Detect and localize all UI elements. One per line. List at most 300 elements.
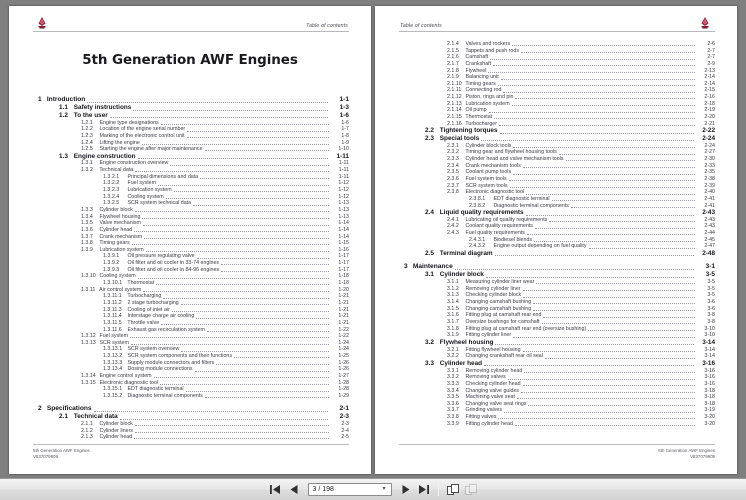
toc-leader-dots bbox=[234, 357, 329, 358]
two-page-spread bbox=[9, 6, 737, 474]
toc-entry-page: 2-7 bbox=[707, 47, 715, 54]
toc-leader-dots bbox=[509, 180, 695, 181]
toc-entry[interactable] bbox=[33, 127, 349, 132]
toc-entry-page: 1-18 bbox=[338, 280, 349, 287]
single-page-view-icon bbox=[465, 484, 477, 495]
toc-entry[interactable] bbox=[399, 300, 715, 305]
toc-leader-dots bbox=[110, 117, 328, 118]
toc-entry-title: SCR system components and their functions bbox=[126, 353, 232, 360]
toc-entry-page: 3-16 bbox=[704, 374, 715, 381]
toc-entry[interactable] bbox=[33, 113, 349, 119]
toc-entry-title: SCR system overview bbox=[126, 346, 180, 353]
toc-entry[interactable] bbox=[399, 82, 715, 87]
toc-entry[interactable] bbox=[33, 374, 349, 379]
toc-entry[interactable] bbox=[399, 55, 715, 60]
toc-entry[interactable] bbox=[33, 414, 349, 420]
toc-leader-dots bbox=[142, 218, 328, 219]
toc-entry-label bbox=[447, 184, 508, 189]
toc-leader-dots bbox=[545, 358, 695, 359]
first-page-icon bbox=[270, 485, 281, 494]
toc-leader-dots bbox=[481, 140, 693, 141]
toc-entry-title: Cooling of inlet air bbox=[126, 306, 170, 313]
toc-entry[interactable] bbox=[399, 395, 715, 400]
toc-entry-label bbox=[447, 157, 564, 162]
toc-entry-number: 3.3.6 bbox=[447, 400, 459, 407]
toc-entry[interactable] bbox=[399, 102, 715, 107]
toc-entry[interactable] bbox=[399, 340, 715, 346]
toc-entry-number: 2.1.9 bbox=[447, 74, 459, 81]
first-page-button[interactable] bbox=[269, 482, 283, 498]
toc-entry-page: 2-35 bbox=[704, 169, 715, 176]
toc-entry-number: 3.1.3 bbox=[447, 292, 459, 299]
toc-entry[interactable] bbox=[33, 134, 349, 139]
toc-entry-number: 1.2.4 bbox=[81, 139, 93, 146]
toc-entry-label bbox=[447, 108, 487, 113]
toc-entry-label bbox=[447, 115, 492, 120]
toc-leader-dots bbox=[533, 310, 694, 311]
toc-leader-dots bbox=[134, 438, 328, 439]
toc-entry-page: 1-6 bbox=[341, 119, 349, 126]
toc-leader-dots bbox=[504, 412, 695, 413]
toc-leader-dots bbox=[493, 65, 694, 66]
toc-entry[interactable] bbox=[33, 387, 349, 392]
toc-entry-number: 1.3.15.2 bbox=[103, 392, 123, 399]
toc-entry-title: Valve mechanism bbox=[98, 220, 141, 227]
toc-leader-dots bbox=[566, 160, 695, 161]
toc-entry-number: 3.2 bbox=[425, 338, 434, 346]
toc-leader-dots bbox=[542, 323, 695, 324]
toc-entry[interactable] bbox=[33, 354, 349, 359]
toc-entry-title: Cylinder block tools bbox=[464, 142, 512, 149]
toc-entry-number: 2.1.13 bbox=[447, 100, 462, 107]
toc-entry[interactable] bbox=[399, 88, 715, 93]
toc-entry-page: 3-16 bbox=[704, 380, 715, 387]
toc-entry-number: 2 bbox=[38, 405, 42, 413]
toc-entry-page: 1-14 bbox=[338, 220, 349, 227]
toc-entry-number: 2.1.14 bbox=[447, 107, 462, 114]
toc-entry[interactable] bbox=[399, 197, 715, 202]
toc-leader-dots bbox=[160, 384, 328, 385]
toc-entry-title: Camshaft bbox=[464, 54, 489, 61]
toc-leader-dots bbox=[552, 200, 695, 201]
toc-entry[interactable] bbox=[399, 408, 715, 413]
toc-entry[interactable] bbox=[33, 97, 349, 104]
toc-entry[interactable] bbox=[33, 261, 349, 266]
toc-entry[interactable] bbox=[33, 168, 349, 173]
toc-entry[interactable] bbox=[33, 294, 349, 299]
toc-leader-dots bbox=[197, 258, 329, 259]
toc-entry-page: 1-21 bbox=[338, 299, 349, 306]
single-page-view-button[interactable] bbox=[464, 482, 478, 498]
toc-entry[interactable] bbox=[399, 389, 715, 394]
toc-entry[interactable] bbox=[33, 235, 349, 240]
toc-entry-title: Maintenance bbox=[411, 263, 453, 271]
toc-entry-page: 3-1 bbox=[705, 263, 715, 271]
toc-entry-number: 1.3.10.1 bbox=[103, 280, 123, 287]
toc-entry-label bbox=[447, 102, 510, 107]
toc-entry-label bbox=[447, 177, 507, 182]
toc-entry[interactable] bbox=[399, 150, 715, 155]
toc-entry-page: 3-18 bbox=[704, 387, 715, 394]
toc-leader-dots bbox=[559, 154, 695, 155]
toc-entry[interactable] bbox=[399, 231, 715, 236]
toc-leader-dots bbox=[512, 105, 695, 106]
toc-entry-title: Connecting rod bbox=[464, 87, 502, 94]
previous-page-icon bbox=[290, 485, 298, 494]
toc-entry[interactable] bbox=[399, 333, 715, 338]
toc-entry[interactable] bbox=[33, 422, 349, 427]
toc-entry[interactable] bbox=[399, 320, 715, 325]
toc-entry-title: Changing crankshaft rear oil seal bbox=[464, 353, 543, 360]
toc-entry[interactable] bbox=[33, 161, 349, 166]
toc-entry-page: 3-5 bbox=[705, 271, 715, 279]
toc-entry-label bbox=[447, 293, 521, 298]
toc-entry[interactable] bbox=[399, 327, 715, 332]
toc-entry-number: 2.3.1 bbox=[447, 142, 459, 149]
toc-entry[interactable] bbox=[33, 394, 349, 399]
toc-entry[interactable] bbox=[33, 105, 349, 111]
toc-entry-label bbox=[103, 188, 172, 193]
toc-entry-label bbox=[81, 215, 140, 220]
toc-entry-label bbox=[447, 49, 519, 54]
toc-entry[interactable] bbox=[399, 177, 715, 182]
toc-entry-page: 2-7 bbox=[707, 54, 715, 61]
toc-entry-title: Grinding valves bbox=[464, 407, 502, 414]
toc-entry-label bbox=[447, 327, 586, 332]
toc-entry[interactable] bbox=[33, 341, 349, 346]
toc-entry[interactable] bbox=[399, 49, 715, 54]
toc-entry[interactable] bbox=[33, 241, 349, 246]
toc-entry-title: Engine construction bbox=[72, 152, 136, 160]
toc-entry-number: 1.3.8 bbox=[81, 240, 93, 247]
toc-entry[interactable] bbox=[399, 415, 715, 420]
toc-entry[interactable] bbox=[33, 288, 349, 293]
toc-entry-label bbox=[425, 340, 493, 346]
toc-entry[interactable] bbox=[399, 128, 715, 134]
toc-entry[interactable] bbox=[33, 268, 349, 273]
toc-entry-page: 2-14 bbox=[704, 80, 715, 87]
toc-entry[interactable] bbox=[399, 62, 715, 67]
toc-entry[interactable] bbox=[33, 381, 349, 386]
toc-leader-dots bbox=[588, 330, 694, 331]
toc-entry-title: Fitting cylinder head bbox=[464, 420, 513, 427]
toc-entry-page: 2-6 bbox=[707, 41, 715, 47]
toc-entry-page: 3-20 bbox=[704, 420, 715, 427]
toc-entry-page: 1-8 bbox=[341, 132, 349, 139]
toc-entry-page: 2-41 bbox=[704, 195, 715, 202]
toc-entry[interactable] bbox=[33, 321, 349, 326]
toc-entry-label bbox=[447, 415, 496, 420]
toc-entry-page: 2-43 bbox=[704, 223, 715, 230]
toc-entry-label bbox=[404, 264, 453, 271]
toc-entry-number: 2.4.3 bbox=[447, 230, 459, 237]
toc-entry-page: 3-5 bbox=[707, 285, 715, 292]
toc-entry[interactable] bbox=[33, 314, 349, 319]
toc-entry-label bbox=[103, 294, 161, 299]
toc-entry-page: 2-24 bbox=[704, 142, 715, 149]
toc-entry-page: 1-21 bbox=[338, 319, 349, 326]
toc-entry-page: 2-20 bbox=[704, 114, 715, 121]
toc-entry[interactable] bbox=[33, 221, 349, 226]
toc-entry-title: Cylinder head and valve mechanism tools bbox=[464, 156, 564, 163]
toc-entry[interactable] bbox=[399, 287, 715, 292]
toc-entry[interactable] bbox=[399, 75, 715, 80]
toc-entry[interactable] bbox=[399, 184, 715, 189]
toc-entry-label bbox=[469, 197, 550, 202]
pdf-page-right[interactable] bbox=[375, 6, 737, 474]
toc-entry-number: 2.3.7 bbox=[447, 182, 459, 189]
chevron-down-icon[interactable]: ▾ bbox=[382, 486, 386, 492]
toc-entry-title: Lifting the engine bbox=[98, 139, 140, 146]
toc-entry-page: 1-21 bbox=[338, 306, 349, 313]
toc-entry[interactable] bbox=[399, 402, 715, 407]
toc-entry-number: 1.3.12 bbox=[81, 333, 96, 340]
page-footer-left bbox=[33, 444, 349, 460]
toc-entry-label bbox=[447, 333, 511, 338]
toc-entry-number: 1.3.2 bbox=[81, 167, 93, 174]
toc-entry-label bbox=[81, 127, 185, 132]
toc-entry[interactable] bbox=[33, 141, 349, 146]
toc-entry[interactable] bbox=[33, 429, 349, 434]
toc-entry[interactable] bbox=[33, 367, 349, 372]
toc-entry-page: 2-1 bbox=[339, 405, 349, 413]
toc-entry-label bbox=[447, 369, 522, 374]
toc-entry-number: 2.1.12 bbox=[447, 94, 462, 101]
toc-entry-number: 1.3.9.1 bbox=[103, 253, 120, 260]
toc-entry-title: Crankshaft bbox=[464, 60, 492, 67]
toc-entry-title: Tappets and push rods bbox=[464, 47, 519, 54]
toc-leader-dots bbox=[221, 264, 328, 265]
toc-entry-label bbox=[103, 195, 164, 200]
toc-entry[interactable] bbox=[33, 188, 349, 193]
toc-entry[interactable] bbox=[33, 328, 349, 333]
toc-entry[interactable] bbox=[33, 334, 349, 339]
last-page-icon bbox=[418, 485, 429, 494]
toc-entry-label bbox=[81, 374, 152, 379]
toc-entry-number: 3.1.4 bbox=[447, 299, 459, 306]
two-page-view-button[interactable] bbox=[446, 482, 460, 498]
toc-entry-page: 1-11 bbox=[338, 167, 349, 174]
toc-entry-title: Fitting plug at camshaft rear end bbox=[464, 312, 542, 319]
toc-entry[interactable] bbox=[399, 348, 715, 353]
toc-entry-number: 1.3.2.2 bbox=[103, 180, 120, 187]
toc-entry-number: 1.2.3 bbox=[81, 132, 93, 139]
toc-leader-dots bbox=[156, 284, 328, 285]
toc-entry[interactable] bbox=[399, 144, 715, 149]
toc-entry[interactable] bbox=[399, 95, 715, 100]
toc-leader-dots bbox=[207, 331, 329, 332]
toc-entry-title: 2 stage turbocharging bbox=[126, 299, 179, 306]
toc-list-left bbox=[9, 92, 371, 442]
toc-entry[interactable] bbox=[399, 361, 715, 367]
toc-entry-page: 2-19 bbox=[704, 107, 715, 114]
toc-entry[interactable] bbox=[399, 42, 715, 47]
toc-entry[interactable] bbox=[399, 244, 715, 249]
toc-entry[interactable] bbox=[33, 215, 349, 220]
toc-list-right bbox=[375, 42, 737, 428]
toc-entry-number: 2.4.3.2 bbox=[469, 243, 486, 250]
toc-entry-page: 3-6 bbox=[707, 305, 715, 312]
toc-entry[interactable] bbox=[33, 361, 349, 366]
page-navigation-toolbar[interactable] bbox=[0, 478, 746, 500]
scania-griffin-logo-icon bbox=[697, 15, 713, 31]
toc-entry-number: 3.3.3 bbox=[447, 380, 459, 387]
toc-leader-dots bbox=[187, 131, 328, 132]
toc-entry-title: Removing cylinder head bbox=[464, 367, 523, 374]
page-header-label-left: Table of contents bbox=[306, 23, 348, 29]
toc-entry[interactable] bbox=[399, 354, 715, 359]
toc-entry[interactable] bbox=[33, 301, 349, 306]
toc-entry-number: 1.3.13.1 bbox=[103, 346, 123, 353]
toc-entry-title: EDT diagnostic terminal bbox=[492, 195, 550, 202]
toc-entry-page: 1-20 bbox=[338, 286, 349, 293]
toc-entry-number: 3.1.7 bbox=[447, 318, 459, 325]
toc-entry[interactable] bbox=[33, 274, 349, 279]
toc-entry-title: Changing camshaft bushing bbox=[464, 305, 532, 312]
toc-entry[interactable] bbox=[399, 122, 715, 127]
toc-entry-number: 3.1.6 bbox=[447, 312, 459, 319]
toc-entry-number: 3.1 bbox=[425, 271, 434, 279]
toc-entry-title: Technical data bbox=[98, 167, 134, 174]
toc-entry-page: 2-3 bbox=[341, 420, 349, 427]
toc-entry[interactable] bbox=[399, 293, 715, 298]
toc-entry-number: 2.1.8 bbox=[447, 67, 459, 74]
toc-entry[interactable] bbox=[399, 218, 715, 223]
toc-entry[interactable] bbox=[399, 224, 715, 229]
toc-entry[interactable] bbox=[399, 369, 715, 374]
toc-entry-number: 1.2.5 bbox=[81, 146, 93, 153]
toc-entry-number: 2.1.5 bbox=[447, 47, 459, 54]
toc-entry-title: Timing gear and flywheel housing tools bbox=[464, 149, 557, 156]
toc-entry-page: 1-18 bbox=[338, 273, 349, 280]
toc-entry-number: 1.2.2 bbox=[81, 126, 93, 133]
toc-leader-dots bbox=[526, 215, 694, 216]
toc-entry-label bbox=[81, 221, 141, 226]
toc-entry[interactable] bbox=[33, 201, 349, 206]
toc-entry-page: 2-43 bbox=[704, 216, 715, 223]
toc-entry-number: 2.1.10 bbox=[447, 80, 462, 87]
toc-entry[interactable] bbox=[33, 208, 349, 213]
toc-leader-dots bbox=[181, 351, 328, 352]
page-number-value[interactable]: 3 / 198 bbox=[312, 486, 334, 493]
toc-entry[interactable] bbox=[399, 204, 715, 209]
toc-entry[interactable] bbox=[33, 254, 349, 259]
toc-entry-number: 1.3.15 bbox=[81, 379, 96, 386]
toc-leader-dots bbox=[170, 165, 328, 166]
toc-leader-dots bbox=[515, 98, 694, 99]
toc-leader-dots bbox=[543, 317, 694, 318]
toc-entry-title: Tightening torques bbox=[438, 127, 498, 135]
toc-entry[interactable] bbox=[399, 422, 715, 427]
page-number-input[interactable] bbox=[308, 483, 392, 496]
toc-entry[interactable] bbox=[33, 121, 349, 126]
toc-entry-title: Location of the engine serial number bbox=[98, 126, 186, 133]
toc-entry[interactable] bbox=[399, 108, 715, 113]
toc-entry-number: 3.1.1 bbox=[447, 279, 459, 286]
toc-leader-dots bbox=[536, 283, 694, 284]
toc-entry-number: 1.3.13 bbox=[81, 339, 96, 346]
toc-entry[interactable] bbox=[399, 238, 715, 243]
toc-entry-label bbox=[447, 395, 515, 400]
toc-entry[interactable] bbox=[399, 190, 715, 195]
toc-entry-label bbox=[103, 254, 195, 259]
toc-entry-title: Fuel quality requirements bbox=[464, 230, 525, 237]
toc-entry-title: Fuel system bbox=[126, 180, 157, 187]
toc-entry-number: 1.3.2.1 bbox=[103, 173, 120, 180]
toc-leader-dots bbox=[523, 167, 695, 168]
toc-entry[interactable] bbox=[399, 280, 715, 285]
toc-leader-dots bbox=[134, 231, 328, 232]
toc-entry[interactable] bbox=[33, 435, 349, 440]
toc-entry[interactable] bbox=[399, 375, 715, 380]
toc-entry[interactable] bbox=[33, 175, 349, 180]
toc-entry[interactable] bbox=[399, 382, 715, 387]
toc-entry-page: 2-27 bbox=[704, 149, 715, 156]
toc-entry[interactable] bbox=[33, 181, 349, 186]
toc-entry[interactable] bbox=[399, 272, 715, 278]
toc-entry[interactable] bbox=[33, 195, 349, 200]
toc-entry[interactable] bbox=[399, 210, 715, 216]
last-page-button[interactable] bbox=[417, 482, 431, 498]
toc-entry-label bbox=[447, 280, 534, 285]
toc-entry-page: 1-17 bbox=[338, 253, 349, 260]
toc-entry[interactable] bbox=[33, 406, 349, 413]
toc-entry-title: Crank mechanism tools bbox=[464, 162, 521, 169]
toc-entry-number: 1.2 bbox=[59, 111, 68, 119]
toc-entry-number: 2.3.2 bbox=[447, 149, 459, 156]
toc-entry[interactable] bbox=[399, 157, 715, 162]
pdf-page-left[interactable] bbox=[9, 6, 371, 474]
toc-entry[interactable] bbox=[33, 308, 349, 313]
toc-entry-title: Flywheel bbox=[464, 67, 487, 74]
footer-docnum-right: V837079909 bbox=[690, 454, 715, 460]
toc-entry[interactable] bbox=[399, 264, 715, 271]
toc-entry[interactable] bbox=[399, 307, 715, 312]
toc-entry-title: Introduction bbox=[45, 96, 86, 104]
toc-entry-page: 1-14 bbox=[338, 233, 349, 240]
toc-entry[interactable] bbox=[399, 313, 715, 318]
previous-page-button[interactable] bbox=[287, 482, 301, 498]
toc-entry-title: Cylinder head bbox=[98, 434, 133, 441]
toc-entry[interactable] bbox=[399, 170, 715, 175]
toc-entry[interactable] bbox=[33, 281, 349, 286]
toc-entry[interactable] bbox=[399, 69, 715, 74]
toc-entry-page: 3-10 bbox=[704, 332, 715, 339]
toc-entry-label bbox=[447, 62, 491, 67]
toc-entry[interactable] bbox=[399, 251, 715, 257]
toc-entry[interactable] bbox=[399, 115, 715, 120]
toc-entry[interactable] bbox=[399, 164, 715, 169]
toc-entry-label bbox=[59, 154, 136, 160]
toc-entry[interactable] bbox=[33, 228, 349, 233]
toc-entry-title: Flywheel housing bbox=[438, 338, 494, 346]
toc-entry-label bbox=[447, 389, 519, 394]
toc-entry-label bbox=[81, 422, 133, 427]
toc-entry-title: Diagnostic terminal components bbox=[492, 202, 569, 209]
toc-entry[interactable] bbox=[399, 136, 715, 142]
toc-entry[interactable] bbox=[33, 248, 349, 253]
toc-entry-label bbox=[81, 274, 136, 279]
toc-leader-dots bbox=[524, 372, 694, 373]
toc-entry-title: SCR system technical data bbox=[126, 200, 192, 207]
toc-entry[interactable] bbox=[33, 147, 349, 152]
toc-entry-number: 1.3.7 bbox=[81, 233, 93, 240]
header-rule-right bbox=[399, 31, 715, 32]
next-page-button[interactable] bbox=[399, 482, 413, 498]
toc-entry[interactable] bbox=[33, 154, 349, 160]
toc-entry-page: 1-24 bbox=[338, 339, 349, 346]
toc-entry[interactable] bbox=[33, 347, 349, 352]
